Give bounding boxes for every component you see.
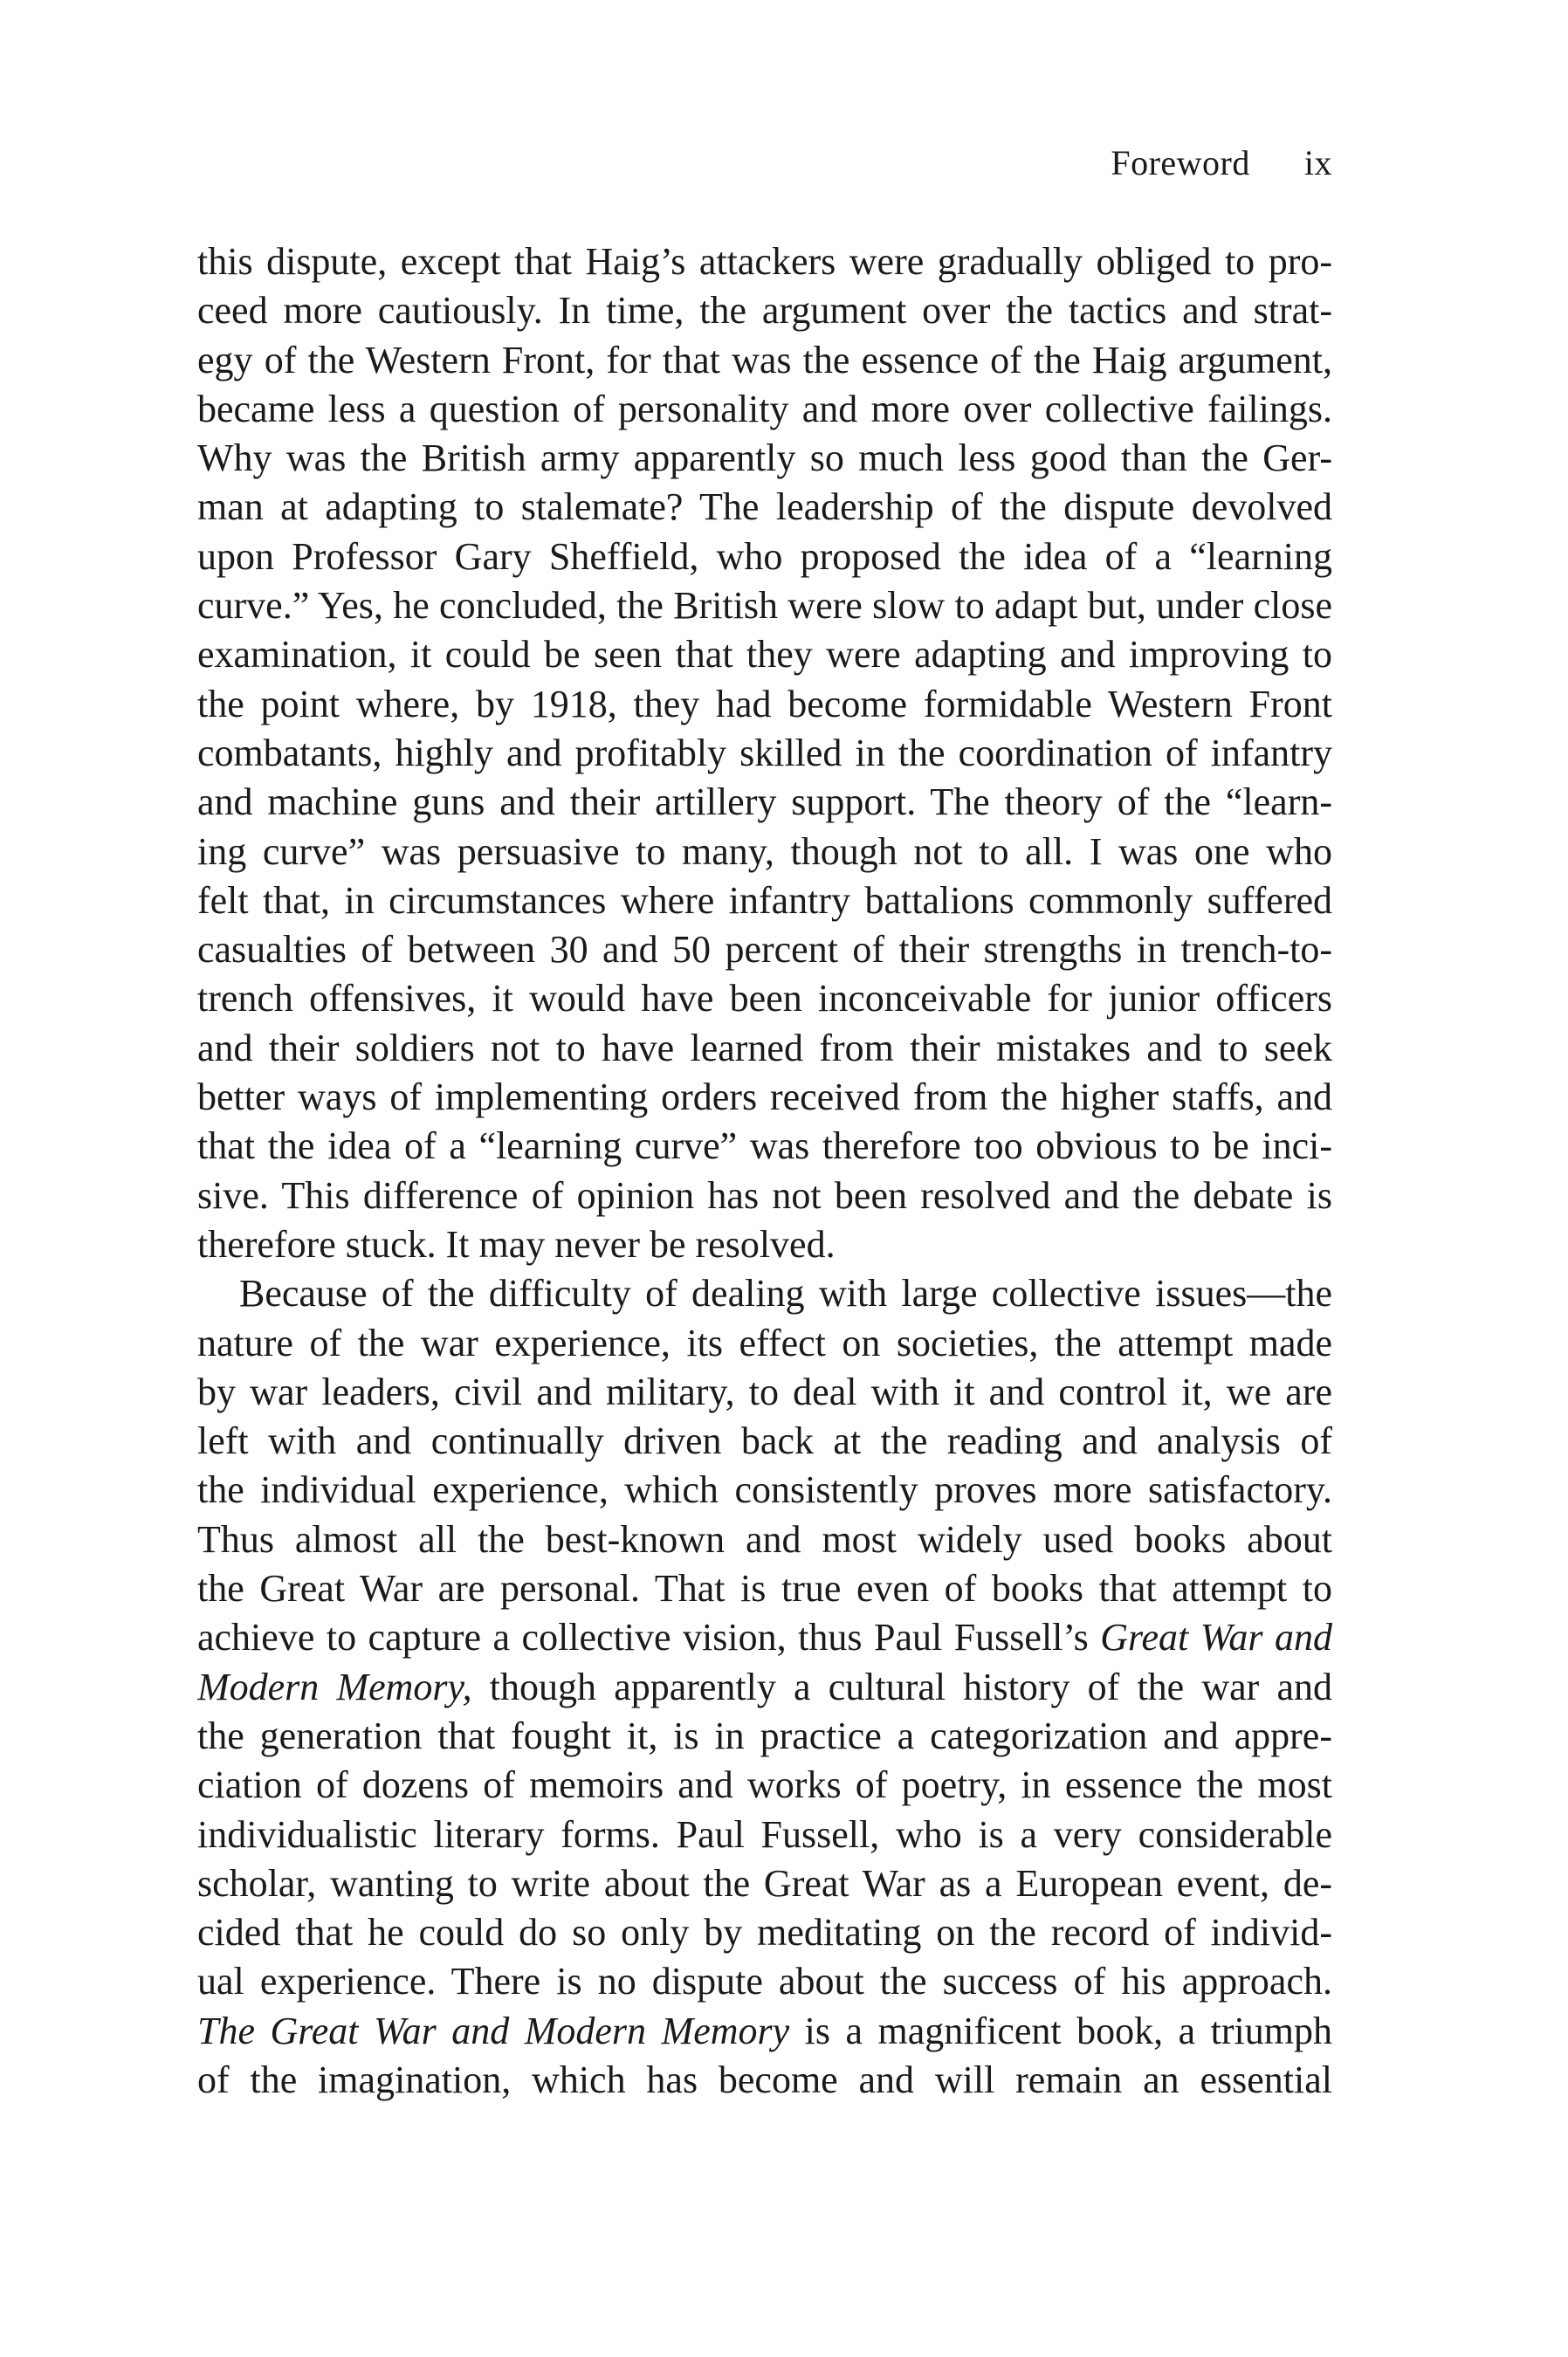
text-line: became less a question of personality and more over collective failings. <box>197 387 1332 430</box>
text-line: and machine guns and their artillery support. The theory of the “learn- <box>197 780 1332 824</box>
text-line: the point where, by 1918, they had become formidable Western Front <box>197 682 1332 725</box>
text-line: Because of the difficulty of dealing with large collective issues—the <box>239 1272 1332 1316</box>
text-line: trench offensives, it would have been inconceivable for junior officers <box>197 977 1332 1020</box>
text-line: ing curve” was persuasive to many, though not to all. I was one who <box>197 829 1332 873</box>
text-line <box>197 1613 1332 1662</box>
text-line: Why was the British army apparently so much less good than the Ger- <box>197 436 1332 480</box>
text-line: by war leaders, civil and military, to deal with it and control it, we are <box>197 1370 1332 1413</box>
roman-text: achieve to capture a collective vision, thus Paul Fussell’s <box>197 1616 1101 1660</box>
book-title-italic: Great War and <box>1100 1616 1332 1660</box>
book-title-italic: The Great War and Modern Memory <box>197 2009 790 2052</box>
text-line: that the idea of a “learning curve” was therefore too obvious to be inci- <box>197 1124 1332 1168</box>
text-line: casualties of between 30 and 50 percent of their strengths in trench-to- <box>197 928 1332 972</box>
text-line: left with and continually driven back at the reading and analysis of <box>197 1419 1332 1463</box>
text-line: sive. This difference of opinion has not been resolved and the debate is <box>197 1173 1332 1217</box>
text-line: felt that, in circumstances where infantry battalions commonly suffered <box>197 878 1332 922</box>
text-line: man at adapting to stalemate? The leadership of the dispute devolved <box>197 485 1332 529</box>
running-head <box>197 141 1332 185</box>
text-line: nature of the war experience, its effect on societies, the attempt made <box>197 1321 1332 1364</box>
text-line: this dispute, except that Haig’s attackers were gradually obliged to pro- <box>197 240 1332 283</box>
book-title-italic: Modern Memory, <box>197 1665 472 1708</box>
roman-text: though apparently a cultural history of the war and <box>471 1665 1332 1708</box>
text-line: ual experience. There is no dispute about the success of his approach. <box>197 1960 1332 2003</box>
paragraph-2 <box>197 1269 1332 2105</box>
text-line <box>197 1663 1332 1712</box>
text-line: the individual experience, which consistently proves more satisfactory. <box>197 1468 1332 1512</box>
text-line: ciation of dozens of memoirs and works of poetry, in essence the most <box>197 1763 1332 1807</box>
text-line: better ways of implementing orders received from the higher staffs, and <box>197 1075 1332 1119</box>
text-line: examination, it could be seen that they were adapting and improving to <box>197 633 1332 677</box>
text-line: upon Professor Gary Sheffield, who proposed the idea of a “learning <box>197 534 1332 578</box>
text-line: ceed more cautiously. In time, the argument over the tactics and strat- <box>197 289 1332 333</box>
text-line: individualistic literary forms. Paul Fussell, who is a very considerable <box>197 1812 1332 1856</box>
body-text <box>197 237 1332 2105</box>
text-line: curve.” Yes, he concluded, the British were slow to adapt but, under close <box>197 584 1332 628</box>
running-head-title: Foreword <box>1111 143 1250 182</box>
text-line: and their soldiers not to have learned from their mistakes and to seek <box>197 1026 1332 1069</box>
text-line <box>197 2007 1332 2056</box>
text-line: the Great War are personal. That is true even of books that attempt to <box>197 1567 1332 1611</box>
text-line: of the imagination, which has become and will remain an essential <box>197 2058 1332 2101</box>
text-line: cided that he could do so only by meditating on the record of individ- <box>197 1911 1332 1955</box>
page-number: ix <box>1303 143 1332 182</box>
text-line: therefore stuck. It may never be resolved. <box>197 1222 836 1266</box>
text-line: egy of the Western Front, for that was the essence of the Haig argument, <box>197 338 1332 381</box>
text-line: combatants, highly and profitably skilled in the coordination of infantry <box>197 731 1332 774</box>
text-line: scholar, wanting to write about the Great War as a European event, de- <box>197 1861 1332 1905</box>
paragraph-1 <box>197 237 1332 1269</box>
text-line: Thus almost all the best-known and most widely used books about <box>197 1517 1332 1561</box>
text-line: the generation that fought it, is in practice a categorization and appre- <box>197 1714 1332 1757</box>
roman-text: is a magnificent book, a triumph <box>789 2009 1332 2052</box>
